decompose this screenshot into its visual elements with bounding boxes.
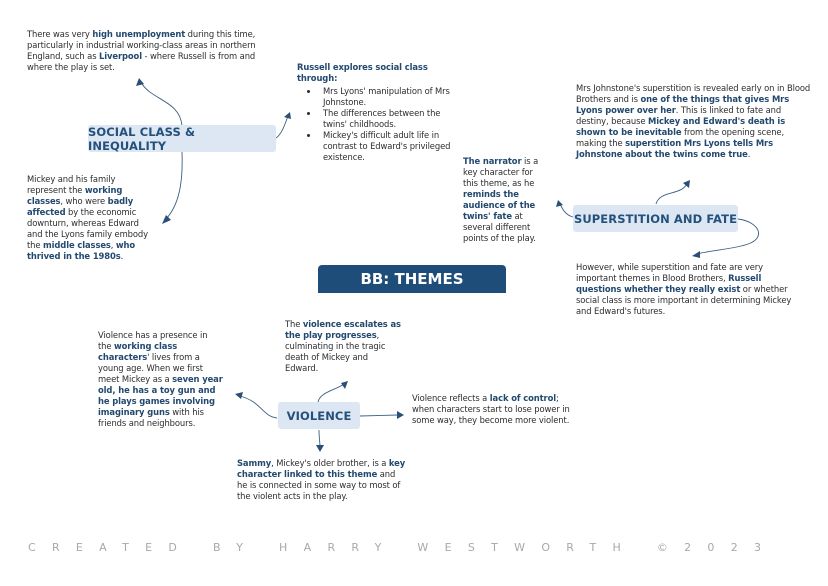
arrow-superstition-to-johnstone bbox=[656, 184, 687, 204]
arrowhead-icon bbox=[136, 78, 144, 86]
arrow-superstition-to-narrator bbox=[560, 204, 573, 217]
explores-list bbox=[297, 86, 457, 163]
note-presence: Violence has a presence in the working class characters' lives from a young age. When we first meet Mickey as a seven year old, he has a toy gun and he plays games involving imaginary guns with his friends and neighbours. bbox=[98, 330, 223, 428]
list-item: • Mickey's difficult adult life in contrast to Edward's privileged existence. bbox=[319, 130, 457, 163]
note-control: Violence reflects a lack of control; when characters start to lose power in some way, they become more violent. bbox=[412, 393, 570, 425]
arrowhead-icon bbox=[316, 445, 324, 452]
list-item: • Mrs Lyons' manipulation of Mrs Johnstone. bbox=[319, 86, 457, 108]
arrowhead-icon bbox=[397, 411, 404, 419]
note-sammy: Sammy, Mickey's older brother, is a key character linked to this theme and he is connected in some way to most of the violent acts in the play. bbox=[237, 458, 406, 501]
arrow-violence-to-escalates bbox=[318, 384, 344, 402]
arrowhead-icon bbox=[162, 215, 171, 224]
arrowhead-icon bbox=[235, 392, 243, 399]
list-item: • The differences between the twins' childhoods. bbox=[319, 108, 457, 130]
note-narrator: The narrator is a key character for this theme, as he reminds the audience of the twins' fate at several different points of the play. bbox=[463, 156, 539, 243]
arrow-social-to-unemployment bbox=[141, 82, 182, 126]
arrowhead-icon bbox=[683, 180, 690, 188]
arrowhead-icon bbox=[284, 112, 291, 119]
note-johnstone: Mrs Johnstone's superstition is revealed early on in Blood Brothers and is one of the things that gives Mrs Lyons power over her. This is linked to fate and destiny, because Mickey and Edward's death is shown to be inevitable from the opening scene, making the superstition Mrs Lyons tells Mrs Johnstone about the twins come true. bbox=[576, 83, 811, 159]
footer-credit: CREATED BY HARRY WESTWORTH ©2023 bbox=[28, 541, 778, 554]
arrow-violence-to-presence bbox=[240, 396, 277, 418]
arrowhead-icon bbox=[692, 251, 700, 258]
arrow-social-to-explores bbox=[276, 116, 288, 138]
note-family: Mickey and his family represent the working classes, who were badly affected by the economic downturn, whereas Edward and the Lyons family embody the middle classes, who thrived in the 1980s. bbox=[27, 174, 148, 261]
page-title: BB: THEMES bbox=[318, 265, 506, 293]
arrowhead-icon bbox=[556, 200, 563, 207]
arrow-social-to-family bbox=[165, 152, 182, 220]
note-however: However, while superstition and fate are very important themes in Blood Brothers, Russell questions whether they really exist or whether social class is more important in determining Mickey and Edward's futures. bbox=[576, 262, 792, 316]
note-unemployment: There was very high unemployment during this time, particularly in industrial working-class areas in northern England, such as Liverpool - where Russell is from and where the play is set. bbox=[27, 29, 256, 72]
note-explores: Russell explores social class through: • Mrs Lyons' manipulation of Mrs Johnstone. • The differences between the twins' childhoods. • Mickey's difficult adult life in contrast to Edward's privileged existence. bbox=[297, 62, 457, 163]
theme-box-violence: VIOLENCE bbox=[278, 402, 360, 429]
theme-box-social-class: SOCIAL CLASS & INEQUALITY bbox=[88, 125, 276, 152]
arrow-violence-to-sammy bbox=[319, 430, 320, 447]
arrow-violence-to-control bbox=[360, 415, 398, 416]
note-escalates: The violence escalates as the play progresses, culminating in the tragic death of Mickey and Edward. bbox=[285, 319, 401, 373]
theme-box-superstition: SUPERSTITION AND FATE bbox=[573, 205, 738, 232]
arrowhead-icon bbox=[341, 381, 348, 389]
